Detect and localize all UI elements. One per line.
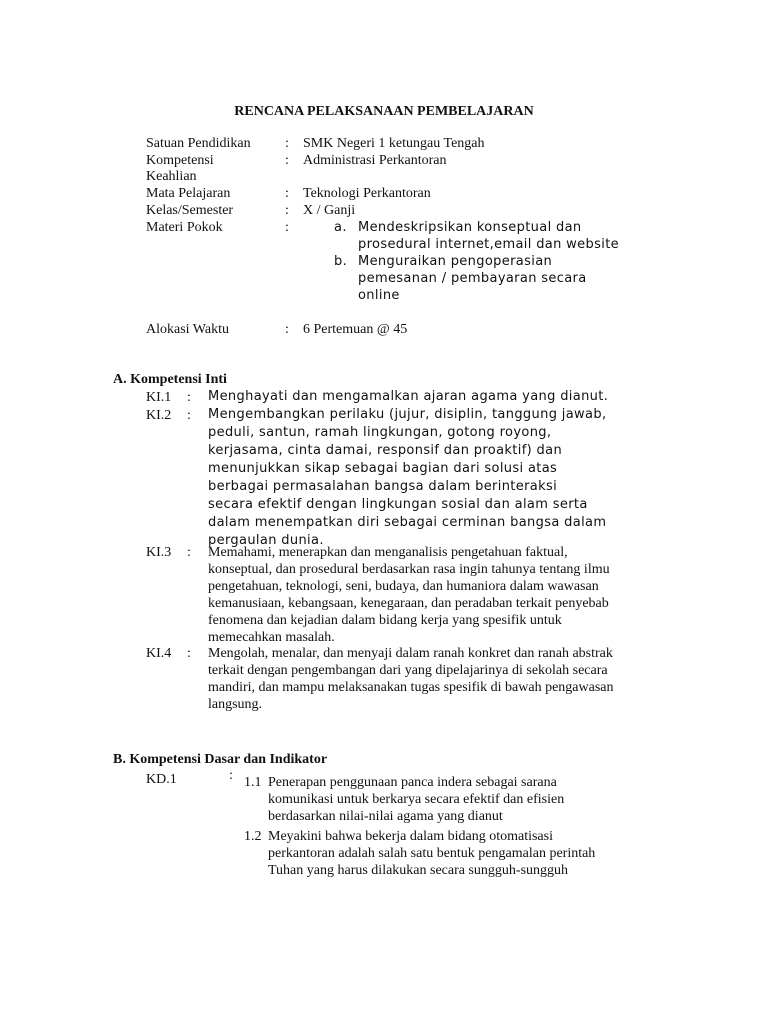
colon: : [285,186,289,201]
colon: : [187,545,191,560]
colon: : [285,153,289,168]
ki2-line: berbagai permasalahan bangsa dalam berinteraksi [208,479,558,494]
ki2-line: dalam menempatkan diri sebagai cerminan bangsa dalam [208,515,607,530]
ki4-label: KI.4 [146,646,172,661]
section-b-heading: B. Kompetensi Dasar dan Indikator [113,752,328,767]
satuan-value: SMK Negeri 1 ketungau Tengah [303,136,485,151]
materi-b-line3: online [358,288,400,303]
kompetensi-label-line1: Kompetensi [146,153,214,168]
page-title: RENCANA PELAKSANAAN PEMBELAJARAN [234,104,534,119]
kelas-value: X / Ganji [303,203,356,218]
alokasi-value: 6 Pertemuan @ 45 [303,322,408,337]
kelas-label: Kelas/Semester [146,203,234,218]
ki2-line: pergaulan dunia. [208,533,324,548]
kd11-line: berdasarkan nilai-nilai agama yang dianut [268,809,503,824]
alokasi-label: Alokasi Waktu [146,322,229,337]
colon: : [285,322,289,337]
section-a-heading: A. Kompetensi Inti [113,372,227,387]
kompetensi-value: Administrasi Perkantoran [303,153,447,168]
ki3-line: pengetahuan, teknologi, seni, budaya, dan humaniora dalam wawasan [208,579,599,594]
materi-label: Materi Pokok [146,220,223,235]
kd11-line: Penerapan penggunaan panca indera sebagai sarana [268,775,557,790]
ki3-line: kemanusiaan, kebangsaan, kenegaraan, dan peradaban terkait penyebab [208,596,609,611]
colon: : [229,768,233,783]
ki2-line: secara efektif dengan lingkungan sosial dan alam serta [208,497,588,512]
ki2-line: menunjukkan sikap sebagai bagian dari solusi atas [208,461,558,476]
ki1-label: KI.1 [146,390,172,405]
kd12-number: 1.2 [244,829,262,844]
kd1-label: KD.1 [146,772,177,787]
materi-b-marker: b. [334,254,348,269]
kd11-number: 1.1 [244,775,262,790]
ki1-text [208,388,608,406]
ki3-line: fenomena dan kejadian dalam bidang kerja yang spesifik untuk [208,613,562,628]
colon: : [187,390,191,405]
colon: : [187,646,191,661]
colon: : [285,203,289,218]
mapel-label: Mata Pelajaran [146,186,231,201]
mapel-value: Teknologi Perkantoran [303,186,431,201]
kd12-line: Meyakini bahwa bekerja dalam bidang otomatisasi [268,829,553,844]
ki3-line: memecahkan masalah. [208,630,335,645]
ki3-label: KI.3 [146,545,172,560]
ki1-line: Menghayati dan mengamalkan ajaran agama yang dianut. [208,389,609,404]
materi-a-line2: prosedural internet,email dan website [358,237,619,252]
ki3-line: Memahami, menerapkan dan menganalisis pengetahuan faktual, [208,545,568,560]
kompetensi-label-line2: Keahlian [146,169,197,184]
materi-b-line2: pemesanan / pembayaran secara [358,271,587,286]
kd11-line: komunikasi untuk berkarya secara efektif dan efisien [268,792,565,807]
ki2-text [208,406,606,550]
ki4-line: langsung. [208,697,263,712]
colon: : [187,408,191,423]
colon: : [285,136,289,151]
ki4-line: terkait dengan pengembangan dari yang dipelajarinya di sekolah secara [208,663,608,678]
ki3-text [208,544,610,646]
ki3-line: konseptual, dan prosedural berdasarkan rasa ingin tahunya tentang ilmu [208,562,610,577]
satuan-label: Satuan Pendidikan [146,136,251,151]
kd11-text [268,774,564,825]
ki4-text [208,645,614,713]
ki2-line: peduli, santun, ramah lingkungan, gotong royong, [208,425,552,440]
materi-b-line1: Menguraikan pengoperasian [358,254,553,269]
ki2-label: KI.2 [146,408,172,423]
materi-a-marker: a. [334,220,347,235]
materi-a-line1: Mendeskripsikan konseptual dan [358,220,582,235]
kd12-line: perkantoran adalah salah satu bentuk pengamalan perintah [268,846,596,861]
colon: : [285,220,289,235]
kd12-text [268,828,595,879]
ki2-line: Mengembangkan perilaku (jujur, disiplin, tanggung jawab, [208,407,607,422]
ki2-line: kerjasama, cinta damai, responsif dan proaktif) dan [208,443,563,458]
ki4-line: Mengolah, menalar, dan menyaji dalam ranah konkret dan ranah abstrak [208,646,613,661]
ki4-line: mandiri, dan mampu melaksanakan tugas spesifik di bawah pengawasan [208,680,614,695]
kd12-line: Tuhan yang harus dilakukan secara sungguh-sungguh [268,863,569,878]
